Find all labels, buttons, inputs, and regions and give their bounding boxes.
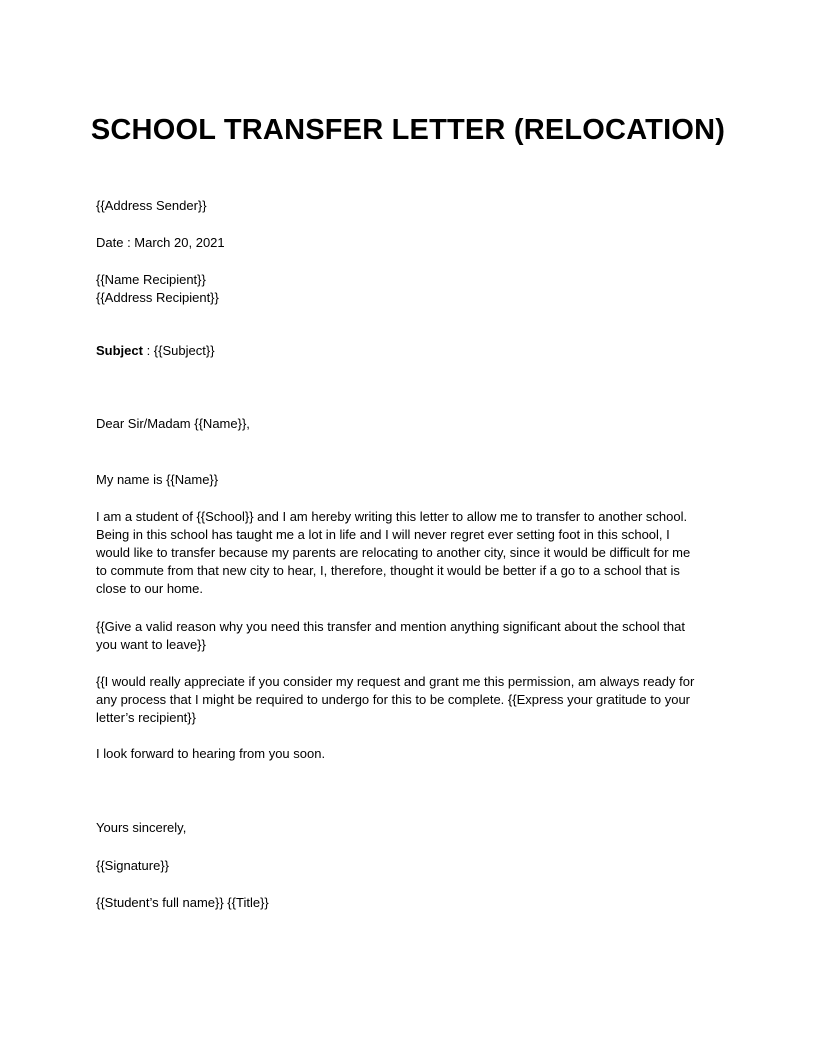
subject-label: Subject [96,343,143,358]
page-title: SCHOOL TRANSFER LETTER (RELOCATION) [90,114,726,146]
sender-address: {{Address Sender}} [96,198,207,213]
body-paragraph-1 [96,508,722,598]
body-paragraph-1-line: would like to transfer because my parents are relocating to another city, since it would be difficult for me [96,545,691,560]
body-paragraph-2-line: {{Give a valid reason why you need this transfer and mention anything significant about the school that [96,619,685,634]
closing-sentence: I look forward to hearing from you soon. [96,746,326,761]
body-paragraph-2-line: you want to leave}} [96,637,206,652]
date-line: Date : March 20, 2021 [96,235,225,250]
closing: Yours sincerely, [96,820,187,835]
recipient-address: {{Address Recipient}} [96,290,219,305]
body-paragraph-1-line: I am a student of {{School}} and I am hereby writing this letter to allow me to transfer to another school. [96,509,688,524]
body-paragraph-3-line: any process that I might be required to undergo for this to be complete. {{Express your gratitude to your [96,692,691,707]
body-paragraph-1-line: Being in this school has taught me a lot in life and I will never regret ever setting foot in this school, I [96,527,670,542]
body-paragraph-3 [96,673,722,727]
body-paragraph-1-line: to commute from that new city to hear, I, therefore, thought it would be better if a go to a school that is [96,563,680,578]
full-name-title: {{Student’s full name}} {{Title}} [96,895,269,910]
recipient-name: {{Name Recipient}} [96,272,206,287]
salutation: Dear Sir/Madam {{Name}}, [96,416,250,431]
body-paragraph-3-line: {{I would really appreciate if you consider my request and grant me this permission, am always ready for [96,674,695,689]
subject-line [96,342,722,360]
body-paragraph-2 [96,618,722,654]
body-paragraph-1-line: close to our home. [96,581,203,596]
signature: {{Signature}} [96,858,170,873]
subject-value: : {{Subject}} [142,343,215,358]
intro-paragraph: My name is {{Name}} [96,472,219,487]
body-paragraph-3-line: letter’s recipient}} [96,710,196,725]
